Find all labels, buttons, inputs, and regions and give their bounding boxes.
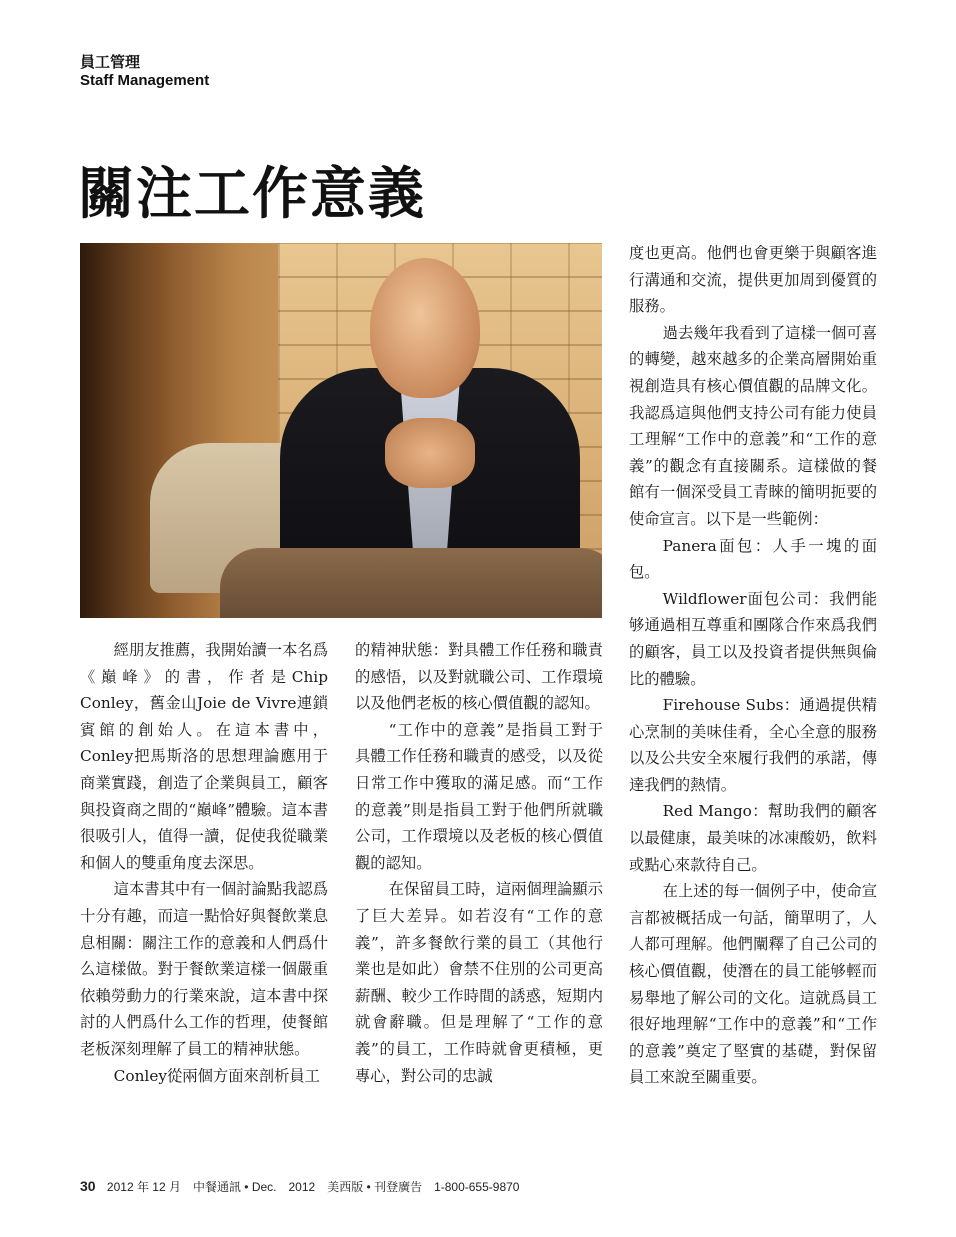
issue-info: 2012 年 12 月 中餐通訊 • Dec. 2012 美西版 • 刊登廣告 1-800-655-9870	[106, 1180, 520, 1194]
mission-example-redmango: Red Mango：幫助我們的顧客以最健康，最美味的冰凍酸奶，飲料或點心來款待自己。	[629, 802, 877, 874]
paragraph: 在上述的每一個例子中，使命宣言都被概括成一句話，簡單明了，人人都可理解。他們闡釋了自己公司的核心價值觀，使潛在的員工能够輕而易舉地了解公司的文化。這就爲員工很好地理解“工作中的意義”和“工作的意義”奠定了堅實的基礎，對保留員工來說至關重要。	[629, 882, 877, 1087]
section-label-en: Staff Management	[80, 72, 210, 89]
paragraph: 的精神狀態：對具體工作任務和職責的感悟，以及對就職公司、工作環境以及他們老板的核心價值觀的認知。	[355, 641, 603, 713]
paragraph: 這本書其中有一個討論點我認爲十分有趣，而這一點恰好與餐飲業息息相關：關注工作的意義和人們爲什么這樣做。對于餐飲業這樣一個嚴重依賴勞動力的行業來說，這本書中探討的人們爲什么工作的哲理，使餐館老板深刻理解了員工的精神狀態。	[80, 880, 328, 1058]
paragraph: 經朋友推薦，我開始讀一本名爲《巔峰》的書，作者是Chip Conley，舊金山Joie de Vivre連鎖賓館的創始人。在這本書中，Conley把馬斯洛的思想理論應用于商業實踐，創造了企業與員工，顧客與投資商之間的“巔峰”體驗。這本書很吸引人，值得一讀，促使我從職業和個人的雙重角度去深思。	[80, 641, 328, 872]
photo-person-head	[370, 258, 480, 398]
section-label-zh: 員工管理	[80, 53, 141, 71]
text-column-3	[629, 240, 877, 1091]
photo-person-hands	[385, 418, 475, 488]
text-column-1	[80, 637, 328, 1089]
text-column-2	[355, 637, 603, 1089]
paragraph: 度也更高。他們也會更樂于與顧客進行溝通和交流，提供更加周到優質的服務。	[629, 244, 877, 316]
paragraph: Conley從兩個方面來剖析員工	[113, 1066, 320, 1085]
mission-example-firehouse: Firehouse Subs：通過提供精心烹制的美味佳肴，全心全意的服務以及公共安全來履行我們的承諾，傳達我們的熱情。	[629, 696, 877, 794]
mission-example-wildflower: Wildflower面包公司：我們能够通過相互尊重和團隊合作來爲我們的顧客，員工以及投資者提供無與倫比的體驗。	[629, 589, 877, 688]
page-number: 30	[80, 1178, 96, 1194]
paragraph: “工作中的意義”是指員工對于具體工作任務和職責的感受，以及從日常工作中獲取的滿足感。而“工作的意義”則是指員工對于他們所就職公司，工作環境以及老板的核心價值觀的認知。	[355, 720, 603, 872]
mission-example-panera: Panera面包：人手一塊的面包。	[629, 536, 877, 582]
page-footer	[80, 1178, 519, 1195]
paragraph: 過去幾年我看到了這樣一個可喜的轉變，越來越多的企業高層開始重視創造具有核心價值觀的品牌文化。我認爲這與他們支持公司有能力使員工理解“工作中的意義”和“工作的意義”的觀念有直接關系。這樣做的餐館有一個深受員工青睞的簡明扼要的使命宣言。以下是一些範例：	[629, 323, 877, 528]
photo-person-legs	[220, 548, 602, 618]
article-title: 關注工作意義	[78, 161, 426, 227]
paragraph: 在保留員工時，這兩個理論顯示了巨大差异。如若沒有“工作的意義”，許多餐飲行業的員工（其他行業也是如此）會禁不住別的公司更高薪酬、較少工作時間的誘惑，短期内就會辭職。但是理解了“工作的意義”的員工，工作時就會更積極，更專心，對公司的忠誠	[355, 880, 603, 1085]
author-photo	[80, 243, 602, 618]
